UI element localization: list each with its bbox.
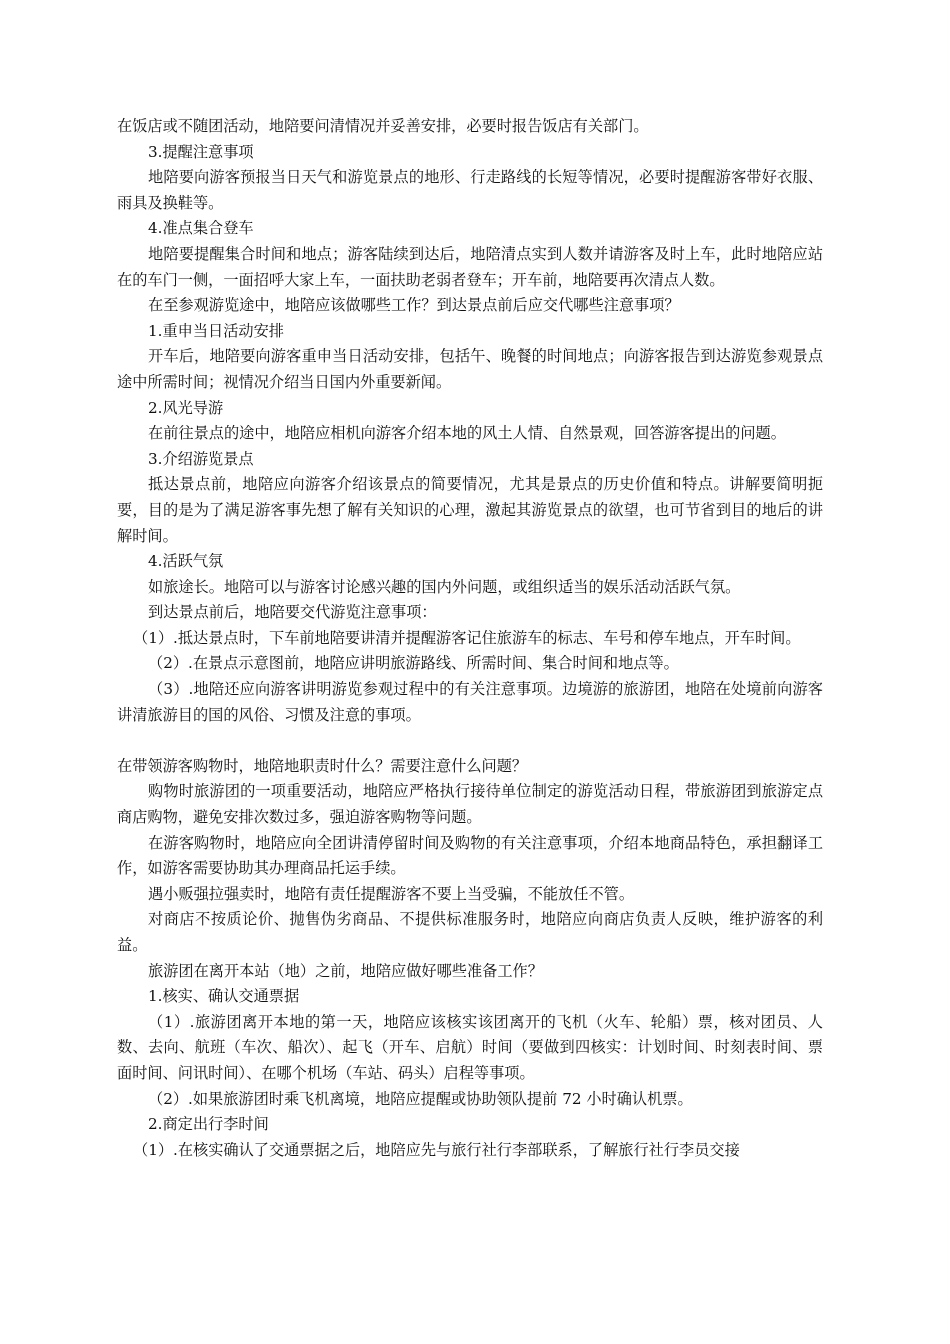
section-heading: 3.提醒注意事项	[148, 142, 254, 161]
paragraph: 购物时旅游团的一项重要活动，地陪应严格执行接待单位制定的游览活动日程，带旅游团到旅游定点商店购物，避免安排次数过多，强迫游客购物等问题。	[117, 782, 823, 827]
paragraph: 在饭店或不随团活动，地陪要问清情况并妥善安排，必要时报告饭店有关部门。	[117, 117, 649, 135]
paragraph: 在游客购物时，地陪应向全团讲清停留时间及购物的有关注意事项，介绍本地商品特色，承担翻译工作，如游客需要协助其办理商品托运手续。	[117, 833, 823, 878]
paragraph: 到达景点前后，地陪要交代游览注意事项：	[148, 603, 437, 622]
paragraph: 对商店不按质论价、抛售伪劣商品、不提供标准服务时，地陪应向商店负责人反映，维护游客的利益。	[117, 910, 823, 954]
question-heading: 在带领游客购物时，地陪地职责时什么？需要注意什么问题？	[117, 756, 528, 775]
blank-line	[117, 728, 823, 754]
paragraph: 在前往景点的途中，地陪应相机向游客介绍本地的风土人情、自然景观，回答游客提出的问题。	[148, 424, 786, 443]
section-heading: 3.介绍游览景点	[148, 449, 254, 468]
list-item: （1）.旅游团离开本地的第一天，地陪应该核实该团离开的飞机（火车、轮船）票，核对团员、人数、去向、航班（车次、船次）、起飞（开车、启航）时间（要做到四核实：计划时间、时刻表时间、票面时间、问讯时间）、在哪个机场（车站、码头）启程等事项。	[117, 1012, 823, 1082]
paragraph: 开车后，地陪要向游客重申当日活动安排，包括午、晚餐的时间地点；向游客报告到达游览参观景点途中所需时间；视情况介绍当日国内外重要新闻。	[117, 347, 823, 391]
question-heading: 在至参观游览途中，地陪应该做哪些工作？到达景点前后应交代哪些注意事项？	[148, 296, 680, 315]
list-item: （1）.在核实确认了交通票据之后，地陪应先与旅行社行李部联系，了解旅行社行李员交接	[133, 1140, 740, 1159]
list-item: （2）.如果旅游团时乘飞机离境，地陪应提醒或协助领队提前 72 小时确认机票。	[148, 1089, 693, 1108]
paragraph: 遇小贩强拉强卖时，地陪有责任提醒游客不要上当受骗，不能放任不管。	[148, 884, 634, 903]
paragraph: 地陪要提醒集合时间和地点；游客陆续到达后，地陪清点实到人数并请游客及时上车，此时地陪应站在的车门一侧，一面招呼大家上车，一面扶助老弱者登车；开车前，地陪要再次清点人数。	[117, 244, 823, 289]
list-item: （1）.抵达景点时，下车前地陪要讲清并提醒游客记住旅游车的标志、车号和停车地点，开车时间。	[133, 628, 801, 647]
section-heading: 2.风光导游	[148, 398, 224, 417]
section-heading: 4.活跃气氛	[148, 552, 224, 571]
list-item: （3）.地陪还应向游客讲明游览参观过程中的有关注意事项。边境游的旅游团，地陪在处境前向游客讲清旅游目的国的风俗、习惯及注意的事项。	[117, 680, 823, 724]
paragraph: 地陪要向游客预报当日天气和游览景点的地形、行走路线的长短等情况，必要时提醒游客带好衣服、雨具及换鞋等。	[117, 168, 823, 212]
section-heading: 1.重申当日活动安排	[148, 321, 284, 340]
document-page	[117, 114, 823, 1163]
list-item: （2）.在景点示意图前，地陪应讲明旅游路线、所需时间、集合时间和地点等。	[148, 654, 679, 673]
section-heading: 4.准点集合登车	[148, 219, 254, 238]
section-heading: 1.核实、确认交通票据	[148, 987, 300, 1006]
paragraph: 抵达景点前，地陪应向游客介绍该景点的简要情况，尤其是景点的历史价值和特点。讲解要简明扼要，目的是为了满足游客事先想了解有关知识的心理，激起其游览景点的欲望，也可节省到目的地后的讲解时间。	[117, 475, 823, 545]
question-heading: 旅游团在离开本站（地）之前，地陪应做好哪些准备工作？	[148, 961, 543, 980]
section-heading: 2.商定出行李时间	[148, 1115, 269, 1134]
paragraph: 如旅途长。地陪可以与游客讨论感兴趣的国内外问题，或组织适当的娱乐活动活跃气氛。	[148, 577, 741, 596]
